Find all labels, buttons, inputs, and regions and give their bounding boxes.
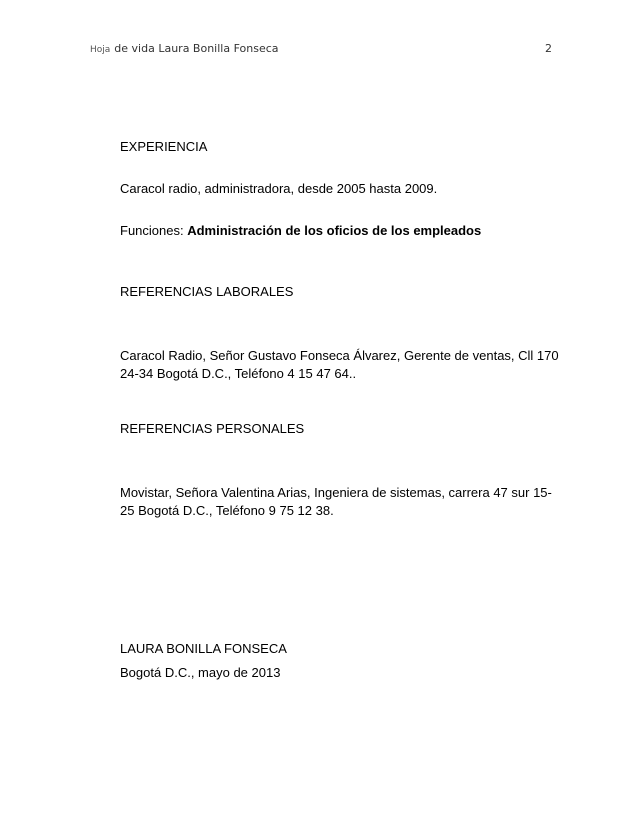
page-header <box>90 42 552 64</box>
referencias-personales-heading: REFERENCIAS PERSONALES <box>120 421 305 436</box>
experiencia-funciones <box>120 222 481 240</box>
header-hoja: Hoja <box>90 45 111 55</box>
referencias-laborales-line1: Caracol Radio, Señor Gustavo Fonseca Álvarez, Gerente de ventas, Cll 170 <box>120 348 559 363</box>
page-number: 2 <box>545 42 552 55</box>
funciones-label: Funciones: <box>120 223 184 238</box>
referencias-laborales-heading: REFERENCIAS LABORALES <box>120 284 294 299</box>
experiencia-job: Caracol radio, administradora, desde 2005 hasta 2009. <box>120 181 438 196</box>
experiencia-heading: EXPERIENCIA <box>120 139 208 154</box>
referencias-personales-line1: Movistar, Señora Valentina Arias, Ingeniera de sistemas, carrera 47 sur 15- <box>120 485 552 500</box>
funciones-value: Administración de los oficios de los empleados <box>187 223 482 238</box>
referencias-laborales-line2: 24-34 Bogotá D.C., Teléfono 4 15 47 64.. <box>120 366 357 381</box>
firma-name: LAURA BONILLA FONSECA <box>120 641 287 656</box>
referencias-personales-line2: 25 Bogotá D.C., Teléfono 9 75 12 38. <box>120 503 334 518</box>
header-title: de vida Laura Bonilla Fonseca <box>114 42 279 55</box>
firma-place-date: Bogotá D.C., mayo de 2013 <box>120 665 281 680</box>
